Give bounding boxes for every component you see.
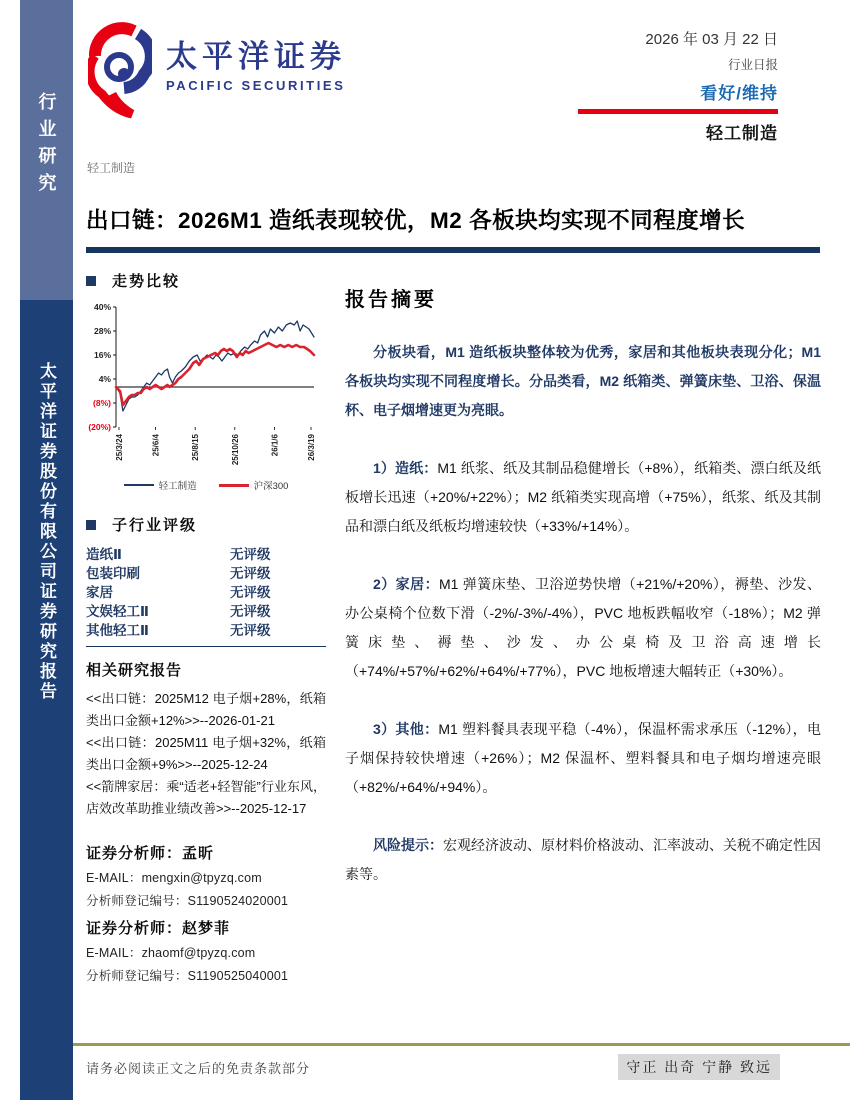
summary-section-home [345, 570, 821, 686]
red-divider [578, 109, 778, 114]
footer-divider [73, 1043, 850, 1046]
analyst-email: E-MAIL：zhaomf@tpyzq.com [86, 946, 256, 960]
rating-heading-label: 子行业评级 [112, 517, 198, 534]
summary-section-paper [345, 454, 821, 541]
side-band-top-label: 行业研究 [36, 92, 57, 200]
svg-text:25/3/24: 25/3/24 [114, 434, 124, 461]
subindustry-name: 文娱轻工Ⅱ [86, 604, 149, 619]
trend-chart-svg [86, 299, 326, 471]
analyst-name: 证券分析师：孟昕 [86, 845, 215, 862]
industry-rating: 看好/维持 [700, 84, 778, 103]
section-text: 宏观经济波动、原材料价格波动、汇率波动、关税不确定性因素等。 [345, 837, 821, 882]
table-row [86, 545, 326, 564]
table-row [86, 621, 326, 640]
side-band-bottom [20, 300, 73, 1100]
bullet-square-icon [86, 276, 96, 286]
subindustry-rating-heading [86, 514, 326, 535]
svg-text:(8%): (8%) [93, 398, 111, 408]
related-reports-list [86, 688, 326, 820]
analyst-name: 证券分析师：赵梦菲 [86, 920, 231, 937]
analyst-email: E-MAIL：mengxin@tpyzq.com [86, 871, 262, 885]
subindustry-rating: 无评级 [230, 623, 271, 638]
report-type: 行业日报 [727, 58, 778, 72]
summary-section-others [345, 715, 821, 802]
legend-label: 沪深300 [253, 481, 289, 492]
analysts-block [86, 842, 326, 984]
svg-text:16%: 16% [93, 350, 111, 360]
section-label: 风险提示： [373, 837, 443, 853]
legend-line-icon [219, 484, 249, 487]
trend-chart [86, 299, 326, 492]
svg-text:25/8/15: 25/8/15 [191, 434, 201, 461]
section-text: M1 纸浆、纸及其制品稳健增长（+8%），纸箱类、漂白纸及纸板增长迅速（+20%/+22%）；M2 纸箱类实现高增（+75%），纸浆、纸及其制品和漂白纸及纸板均增速较快（+33%/+14%）。 [345, 460, 821, 534]
svg-text:(20%): (20%) [88, 422, 111, 432]
related-reports-heading: 相关研究报告 [86, 662, 183, 679]
legend-item-hs300 [219, 478, 289, 492]
pacific-securities-logo-icon [88, 22, 152, 127]
industry-tag: 轻工制造 [87, 161, 136, 175]
summary-column [345, 283, 821, 889]
legend-item-industry [124, 478, 197, 492]
svg-text:26/3/19: 26/3/19 [307, 434, 317, 461]
subindustry-rating: 无评级 [230, 547, 271, 562]
subindustry-rating-table [86, 545, 326, 647]
subindustry-name: 造纸Ⅱ [86, 547, 122, 562]
summary-section-risk [345, 831, 821, 889]
side-band-bottom-label: 太平洋证券股份有限公司证券研究报告 [37, 362, 56, 702]
list-item: <<出口链：2025M11 电子烟+32%，纸箱类出口金额+9%>>--2025-12-24 [86, 735, 326, 772]
analyst-registration: 分析师登记编号：S1190525040001 [86, 969, 289, 983]
left-column [86, 270, 326, 984]
table-row [86, 602, 326, 621]
logo-name-en: PACIFIC SECURITIES [166, 78, 346, 93]
trend-heading-label: 走势比较 [112, 273, 181, 290]
side-band [20, 0, 73, 1100]
subindustry-name: 包装印刷 [86, 566, 140, 581]
section-label: 1）造纸： [373, 460, 438, 476]
subindustry-rating: 无评级 [230, 585, 271, 600]
section-text: M1 塑料餐具表现平稳（-4%），保温杯需求承压（-12%），电子烟保持较快增速（+26%）；M2 保温杯、塑料餐具和电子烟均增速亮眼（+82%/+64%/+94%）。 [345, 721, 821, 795]
subindustry-name: 家居 [86, 585, 113, 600]
company-logo [88, 22, 346, 127]
list-item: <<出口链：2025M12 电子烟+28%，纸箱类出口金额+12%>>--2026-01-21 [86, 691, 326, 728]
table-row [86, 564, 326, 583]
svg-text:28%: 28% [93, 326, 111, 336]
chart-legend [86, 478, 326, 492]
subindustry-rating: 无评级 [230, 566, 271, 581]
section-label: 3）其他： [373, 721, 439, 737]
section-text: M1 弹簧床垫、卫浴逆势快增（+21%/+20%），褥垫、沙发、办公桌椅个位数下滑（-2%/-3%/-4%），PVC 地板跌幅收窄（-18%）；M2 弹簧床垫、褥垫、沙发、办公桌椅及卫浴高速增长（+74%/+57%/+62%/+64%/+77%），PVC 地板增速大幅转正（+30%）。 [345, 576, 821, 679]
logo-name-cn: 太平洋证券 [166, 39, 346, 74]
svg-text:26/1/6: 26/1/6 [270, 434, 280, 457]
table-row [86, 583, 326, 602]
subindustry-name: 其他轻工Ⅱ [86, 623, 149, 638]
summary-heading: 报告摘要 [345, 289, 437, 311]
footer-motto: 守正 出奇 宁静 致远 [618, 1054, 780, 1080]
svg-text:40%: 40% [93, 302, 111, 312]
page-title: 出口链：2026M1 造纸表现较优，M2 各板块均实现不同程度增长 [86, 208, 746, 233]
trend-section-heading [86, 270, 326, 291]
section-label: 2）家居： [373, 576, 440, 592]
subindustry-rating: 无评级 [230, 604, 271, 619]
svg-text:25/6/4: 25/6/4 [151, 434, 161, 457]
legend-line-icon [124, 484, 154, 486]
title-divider [86, 247, 820, 253]
side-band-top [20, 0, 73, 300]
svg-text:25/10/26: 25/10/26 [230, 434, 240, 466]
industry-name: 轻工制造 [706, 124, 778, 143]
bullet-square-icon [86, 520, 96, 530]
analyst-registration: 分析师登记编号：S1190524020001 [86, 894, 289, 908]
svg-text:4%: 4% [98, 374, 111, 384]
list-item: <<箭牌家居：乘“适老+轻智能”行业东风，店效改革助推业绩改善>>--2025-12-17 [86, 779, 326, 816]
report-date: 2026 年 03 月 22 日 [645, 31, 778, 48]
summary-lead-paragraph: 分板块看，M1 造纸板块整体较为优秀，家居和其他板块表现分化；M1 各板块均实现不同程度增长。分品类看，M2 纸箱类、弹簧床垫、卫浴、保温杯、电子烟增速更为亮眼。 [345, 344, 821, 418]
report-meta [538, 28, 778, 144]
legend-label: 轻工制造 [158, 481, 197, 492]
footer-disclaimer: 请务必阅读正文之后的免责条款部分 [86, 1061, 311, 1076]
